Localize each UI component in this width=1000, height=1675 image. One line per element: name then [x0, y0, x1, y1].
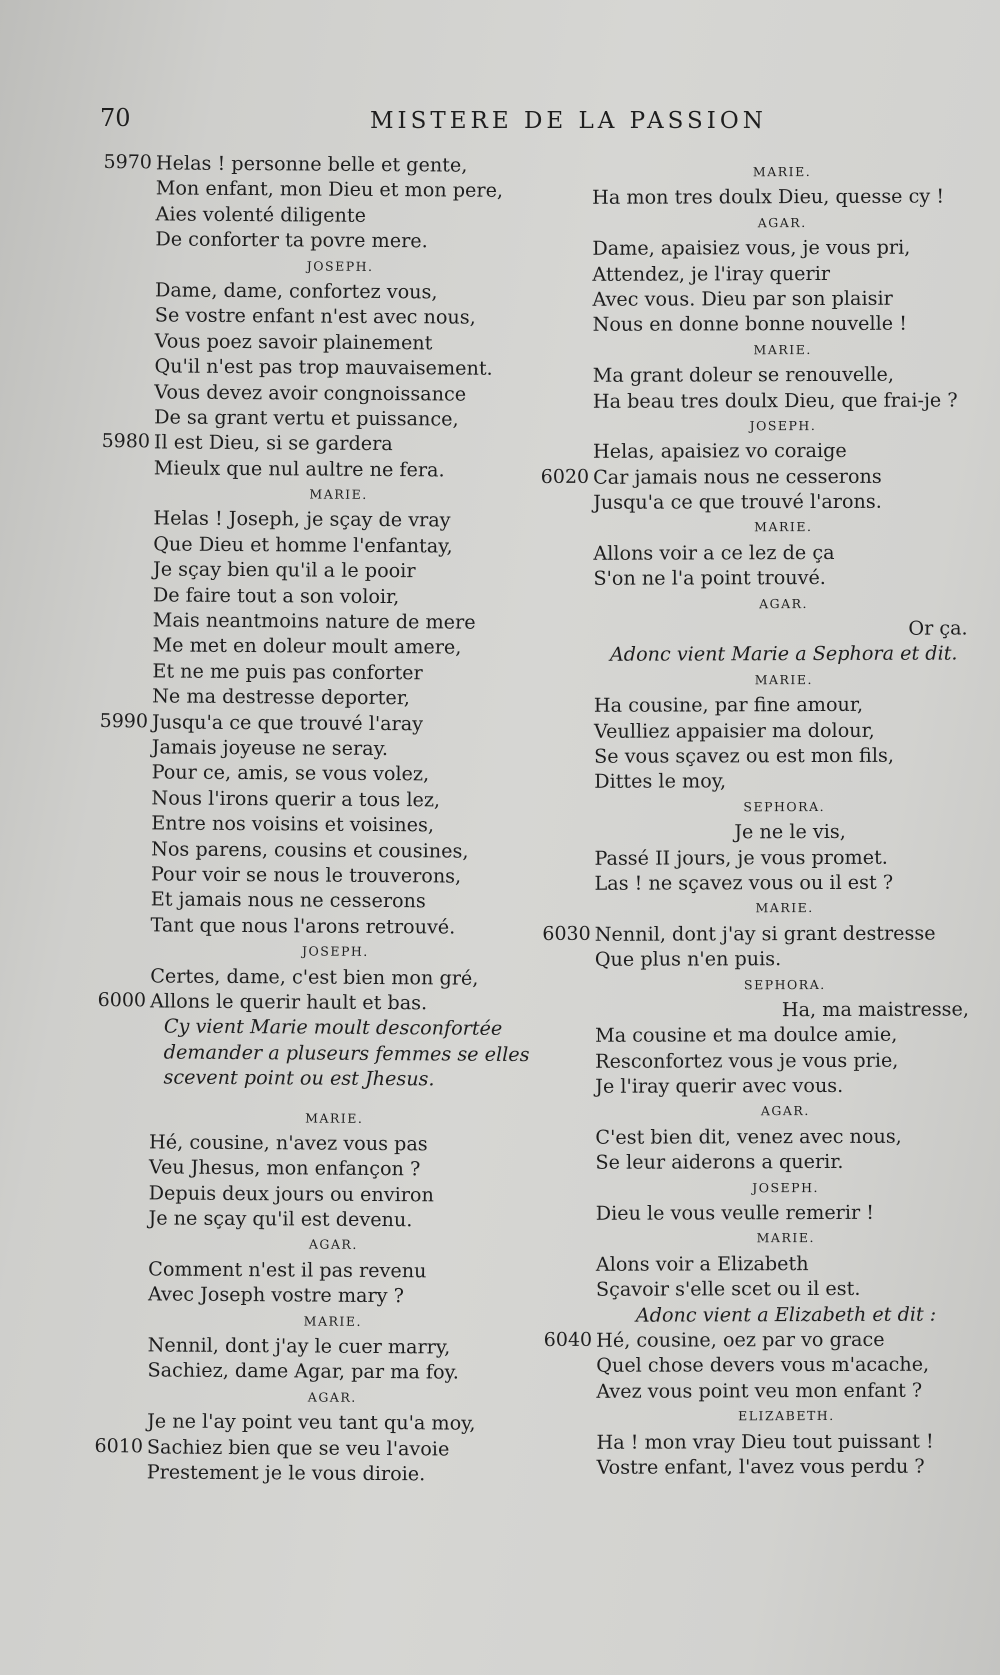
verse-text: Veulliez appaisier ma dolour,	[593, 718, 875, 743]
line-number: 5980	[101, 430, 151, 453]
verse-text: Allons voir a ce lez de ça	[593, 540, 835, 565]
verse-line	[533, 489, 973, 516]
verse-line	[89, 1129, 519, 1157]
verse-line	[88, 1205, 518, 1233]
verse-line	[96, 175, 526, 203]
verse-line	[535, 920, 975, 947]
speaker-name: AGAR.	[307, 1389, 357, 1405]
verse-line	[93, 582, 523, 610]
speaker-name: MARIE.	[305, 1109, 364, 1126]
verse-text: Ha mon tres doulx Dieu, quesse cy !	[592, 184, 945, 210]
verse-line	[91, 886, 521, 914]
verse-text: Je ne l'ay point veu tant qu'a moy,	[147, 1409, 476, 1435]
verse-text: Car jamais nous ne cesserons	[593, 464, 882, 489]
verse-text: Mieulx que nul aultre ne fera.	[153, 456, 445, 482]
verse-line	[536, 1326, 976, 1353]
verse-line	[95, 201, 525, 229]
verse-text: Prestement je le vous diroie.	[146, 1460, 426, 1486]
verse-text: Dame, dame, confortez vous,	[154, 278, 438, 304]
verse-text: De sa grant vertu et puissance,	[154, 405, 459, 431]
speaker-name: SEPHORA.	[743, 798, 826, 815]
verse-text: Helas, apaisiez vo coraige	[592, 439, 847, 464]
verse-line	[534, 692, 974, 719]
verse-text: Dittes le moy,	[594, 769, 727, 794]
verse-line	[94, 353, 524, 381]
verse-line	[92, 709, 522, 737]
verse-line	[91, 810, 521, 838]
verse-text: Ne ma destresse deporter,	[152, 684, 410, 710]
verse-line	[533, 438, 973, 465]
verse-line	[534, 819, 974, 846]
verse-line	[536, 1352, 976, 1379]
verse-text: Ha cousine, par fine amour,	[593, 693, 864, 718]
verse-text: Hé, cousine, oez par vo grace	[596, 1327, 885, 1352]
verse-text: Dieu le vous veulle remerir !	[595, 1200, 874, 1225]
verse-line	[534, 717, 974, 744]
verse-text: Je ne le vis,	[734, 820, 846, 844]
verse-line	[533, 387, 973, 414]
speaker-name: MARIE.	[753, 341, 812, 357]
verse-line	[95, 226, 525, 254]
verse-text: Se vostre enfant n'est avec nous,	[154, 303, 476, 329]
page-number: 70	[100, 104, 131, 132]
verse-line	[533, 362, 973, 389]
verse-line	[95, 328, 525, 356]
verse-text: Se leur aiderons a querir.	[595, 1150, 844, 1175]
stage-direction: Cy vient Marie moult desconfortée demander a pluseurs femmes se elles scevent point ou est Jhesus.	[163, 1014, 530, 1091]
right-column	[532, 158, 977, 1480]
verse-text: Attendez, je l'iray querir	[592, 261, 831, 286]
stage-direction: Adonc vient a Elizabeth et dit :	[635, 1302, 937, 1327]
verse-text: Nennil, dont j'ay le cuer marry,	[147, 1333, 451, 1359]
verse-text: Helas ! personne belle et gente,	[155, 151, 468, 177]
verse-text: Qu'il n'est pas trop mauvaisement.	[154, 354, 493, 380]
verse-text: Jusqu'a ce que trouvé l'arons.	[593, 489, 882, 514]
verse-line	[534, 615, 974, 642]
speaker-name: MARIE.	[754, 671, 813, 688]
verse-text: S'on ne l'a point trouvé.	[593, 566, 826, 591]
line-number: 6040	[543, 1328, 593, 1351]
line-number: 6010	[94, 1434, 144, 1457]
verse-text: Dame, apaisiez vous, je vous pri,	[592, 235, 911, 260]
verse-text: Sachiez, dame Agar, par ma foy.	[147, 1358, 460, 1384]
verse-text: Entre nos voisins et voisines,	[151, 811, 435, 837]
verse-line	[533, 539, 973, 566]
speaker-name: AGAR.	[760, 1103, 810, 1119]
verse-line	[92, 759, 522, 787]
verse-text: Certes, dame, c'est bien mon gré,	[150, 963, 479, 990]
verse-line	[92, 658, 522, 686]
verse-line	[89, 1154, 519, 1182]
verse-text: Vous devez avoir congnoissance	[154, 379, 467, 406]
speaker-name: ELIZABETH.	[738, 1408, 835, 1424]
verse-line	[87, 1357, 517, 1385]
verse-line	[93, 531, 523, 559]
verse-text: Nos parens, cousins et cousines,	[151, 836, 469, 863]
verse-text: Pour voir se nous le trouverons,	[150, 862, 462, 888]
verse-text: Quel chose devers vous m'acache,	[596, 1353, 930, 1378]
verse-text: Vostre enfant, l'avez vous perdu ?	[596, 1454, 925, 1479]
verse-line	[536, 1199, 976, 1226]
verse-line	[92, 632, 522, 660]
verse-text: Resconfortez vous je vous prie,	[595, 1048, 899, 1073]
verse-text: Pour ce, amis, se vous volez,	[151, 760, 430, 786]
speaker-name: MARIE.	[309, 486, 368, 502]
verse-line	[91, 785, 521, 813]
verse-text: Vous poez savoir plainement	[154, 329, 433, 355]
verse-line	[532, 184, 972, 211]
verse-line	[536, 1276, 976, 1303]
verse-line	[87, 1408, 517, 1436]
speaker-name: JOSEPH.	[749, 417, 817, 434]
verse-text: Se vous sçavez ou est mon fils,	[594, 743, 894, 768]
verse-line	[87, 1459, 517, 1487]
verse-line	[533, 463, 973, 490]
verse-line	[94, 429, 524, 457]
verse-line	[94, 404, 524, 432]
speaker-name: AGAR.	[759, 595, 809, 611]
speaker-name: JOSEPH.	[752, 1179, 819, 1195]
verse-line	[534, 869, 974, 896]
verse-text: Sçavoir s'elle scet ou il est.	[595, 1277, 861, 1301]
verse-text: De conforter ta povre mere.	[155, 227, 428, 253]
verse-line	[533, 565, 973, 592]
verse-line	[533, 311, 973, 338]
verse-text: Avez vous point veu mon enfant ?	[596, 1378, 923, 1403]
verse-text: Alons voir a Elizabeth	[595, 1251, 809, 1276]
verse-line	[536, 1250, 976, 1277]
verse-text: Ha beau tres doulx Dieu, que frai-je ?	[592, 388, 958, 413]
verse-line	[94, 379, 524, 407]
stage-direction: Adonc vient Marie a Sephora et dit.	[609, 641, 958, 667]
speaker-name: AGAR.	[308, 1236, 358, 1253]
speaker-name: JOSEPH.	[306, 258, 374, 274]
speaker-name: MARIE.	[756, 1230, 815, 1246]
verse-text: Ma cousine et ma doulce amie,	[595, 1023, 898, 1048]
verse-text: Je ne sçay qu'il est devenu.	[148, 1206, 413, 1232]
verse-line	[535, 1047, 975, 1074]
line-number: 5970	[103, 151, 152, 174]
verse-text: Or ça.	[908, 616, 968, 640]
verse-text: Veu Jhesus, mon enfançon ?	[148, 1155, 421, 1181]
verse-line	[535, 1073, 975, 1100]
verse-text: Mon enfant, mon Dieu et mon pere,	[155, 176, 504, 203]
verse-text: Je l'iray querir avec vous.	[595, 1073, 844, 1098]
verse-text: De faire tout a son voloir,	[152, 583, 400, 608]
verse-text: Jamais joyeuse ne seray.	[151, 735, 389, 761]
verse-text: Allons le querir hault et bas.	[149, 989, 428, 1015]
verse-text: Nennil, dont j'ay si grant destresse	[594, 921, 936, 946]
verse-text: C'est bien dit, venez avec nous,	[595, 1124, 902, 1149]
verse-line	[535, 996, 975, 1023]
verse-text: Mais neantmoins nature de mere	[152, 608, 476, 634]
verse-line	[93, 607, 523, 635]
verse-line	[91, 861, 521, 889]
verse-line	[95, 277, 525, 305]
verse-line	[532, 260, 972, 287]
verse-line	[88, 1256, 518, 1284]
verse-text: Que Dieu et homme l'enfantay,	[153, 532, 453, 558]
verse-line	[91, 836, 521, 864]
verse-text: Avec Joseph vostre mary ?	[147, 1282, 405, 1308]
speaker-name: AGAR.	[757, 214, 807, 230]
verse-line	[532, 235, 972, 262]
verse-line	[88, 1281, 518, 1309]
running-title: MISTERE DE LA PASSION	[370, 108, 767, 134]
page-header	[0, 104, 1000, 144]
verse-line	[88, 1332, 518, 1360]
verse-line	[91, 912, 521, 940]
verse-text: Sachiez bien que se veu l'avoie	[146, 1434, 450, 1461]
verse-text: Que plus n'en puis.	[594, 947, 782, 971]
verse-line	[93, 556, 523, 584]
verse-line	[535, 1149, 975, 1176]
line-number: 5990	[99, 709, 149, 732]
verse-text: Nous l'irons querir a tous lez,	[151, 786, 441, 812]
verse-line	[537, 1453, 977, 1480]
verse-text: Hé, cousine, n'avez vous pas	[148, 1130, 428, 1156]
verse-text: Las ! ne sçavez vous ou il est ?	[594, 870, 894, 895]
line-number: 6020	[540, 465, 590, 488]
line-number: 6000	[97, 988, 147, 1012]
verse-line	[93, 505, 523, 533]
line-number: 6030	[542, 922, 591, 945]
verse-line	[95, 302, 525, 330]
speaker-name: MARIE.	[754, 519, 813, 535]
verse-line	[90, 988, 520, 1016]
verse-text: Ma grant doleur se renouvelle,	[592, 362, 895, 387]
verse-text: Je sçay bien qu'il a le pooir	[152, 557, 416, 583]
verse-line	[536, 1377, 976, 1404]
verse-text: Me met en doleur moult amere,	[152, 633, 462, 659]
verse-text: Aies volenté diligente	[155, 202, 367, 227]
verse-text: Avec vous. Dieu par son plaisir	[592, 286, 893, 311]
verse-line	[92, 734, 522, 762]
verse-text: Ha ! mon vray Dieu tout puissant !	[596, 1429, 934, 1454]
verse-text: Comment n'est il pas revenu	[148, 1257, 427, 1283]
verse-line	[534, 742, 974, 769]
verse-line	[90, 962, 520, 990]
speaker-name: MARIE.	[755, 900, 814, 916]
verse-line	[87, 1434, 517, 1462]
speaker-name: MARIE.	[303, 1313, 363, 1329]
verse-line	[94, 455, 524, 483]
verse-line	[535, 1123, 975, 1150]
speaker-name: MARIE.	[752, 164, 812, 180]
verse-line	[534, 768, 974, 795]
speaker-name: JOSEPH.	[301, 943, 369, 960]
verse-text: Jusqu'a ce que trouvé l'aray	[151, 709, 424, 735]
left-column	[87, 150, 530, 1487]
speaker-name: SEPHORA.	[744, 976, 826, 992]
verse-text: Il est Dieu, si se gardera	[153, 430, 393, 456]
verse-line	[92, 683, 522, 711]
verse-line	[96, 150, 526, 178]
verse-text: Helas ! Joseph, je sçay de vray	[153, 506, 451, 532]
verse-line	[535, 1022, 975, 1049]
verse-text: Et ne me puis pas conforter	[152, 659, 423, 685]
verse-text: Nous en donne bonne nouvelle !	[592, 312, 907, 337]
verse-line	[536, 1428, 976, 1455]
verse-text: Et jamais nous ne cesserons	[150, 887, 426, 913]
verse-text: Ha, ma maistresse,	[781, 997, 970, 1022]
verse-line	[89, 1180, 519, 1208]
verse-line	[535, 946, 975, 973]
verse-line	[532, 285, 972, 312]
verse-text: Tant que nous l'arons retrouvé.	[150, 913, 456, 939]
verse-text: Depuis deux jours ou environ	[148, 1181, 434, 1207]
verse-text: Passé II jours, je vous promet.	[594, 845, 888, 870]
verse-line	[534, 844, 974, 871]
